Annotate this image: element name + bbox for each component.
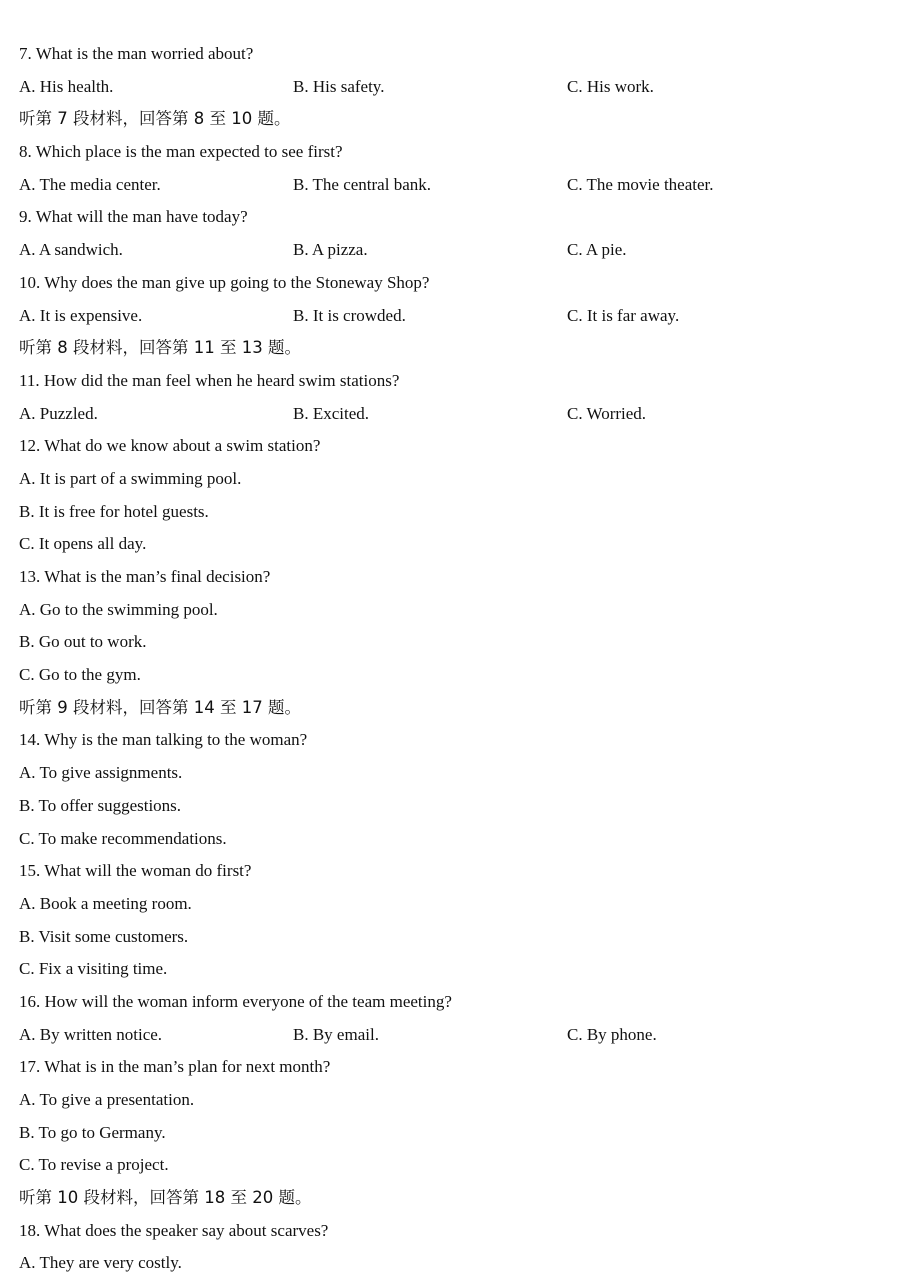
option-13-c: C. Go to the gym. [19,665,141,685]
question-11: 11. How did the man feel when he heard swim stations? [19,370,400,390]
option-7-b: B. His safety. [293,76,385,96]
option-17-c: C. To revise a project. [19,1155,169,1175]
option-13-a: A. Go to the swimming pool. [19,599,218,619]
question-8: 8. Which place is the man expected to see first? [19,142,343,162]
option-14-c: C. To make recommendations. [19,828,227,848]
option-8-a: A. The media center. [19,174,161,194]
option-17-b: B. To go to Germany. [19,1122,166,1142]
question-18: 18. What does the speaker say about scarves? [19,1220,329,1240]
section-heading-7: 听第 7 段材料，回答第 8 至 10 题。 [19,109,291,129]
options-9 [19,234,889,267]
option-7-a: A. His health. [19,76,114,96]
option-8-b: B. The central bank. [293,174,432,194]
question-16: 16. How will the woman inform everyone of the team meeting? [19,991,452,1011]
options-11 [19,398,889,431]
option-9-a: A. A sandwich. [19,240,123,260]
option-13-b: B. Go out to work. [19,632,147,652]
option-14-a: A. To give assignments. [19,763,183,783]
question-14: 14. Why is the man talking to the woman? [19,730,308,750]
option-15-b: B. Visit some customers. [19,926,189,946]
option-16-b: B. By email. [293,1024,379,1044]
question-9: 9. What will the man have today? [19,207,248,227]
options-10 [19,300,889,333]
option-12-c: C. It opens all day. [19,534,147,554]
option-11-c: C. Worried. [567,403,647,423]
option-18-a: A. They are very costly. [19,1253,182,1273]
option-10-a: A. It is expensive. [19,305,143,325]
question-13: 13. What is the man’s final decision? [19,567,271,586]
option-12-b: B. It is free for hotel guests. [19,501,209,521]
option-11-a: A. Puzzled. [19,403,98,423]
options-7 [19,71,889,104]
question-7: 7. What is the man worried about? [19,44,254,63]
options-16 [19,1019,889,1052]
option-15-c: C. Fix a visiting time. [19,959,168,979]
option-9-b: B. A pizza. [293,240,368,260]
section-heading-10: 听第 10 段材料，回答第 18 至 20 题。 [19,1188,312,1208]
option-16-a: A. By written notice. [19,1024,163,1044]
option-14-b: B. To offer suggestions. [19,795,182,815]
exam-page [19,38,889,1280]
option-7-c: C. His work. [567,76,654,96]
section-heading-9: 听第 9 段材料，回答第 14 至 17 题。 [19,697,301,717]
option-9-c: C. A pie. [567,240,627,260]
question-10: 10. Why does the man give up going to the Stoneway Shop? [19,272,430,292]
question-12: 12. What do we know about a swim station? [19,436,321,456]
question-15: 15. What will the woman do first? [19,861,252,881]
option-16-c: C. By phone. [567,1024,657,1044]
option-11-b: B. Excited. [293,403,370,423]
section-heading-8: 听第 8 段材料，回答第 11 至 13 题。 [19,338,301,358]
option-8-c: C. The movie theater. [567,174,714,194]
option-17-a: A. To give a presentation. [19,1090,195,1109]
option-15-a: A. Book a meeting room. [19,893,192,913]
option-10-c: C. It is far away. [567,305,680,325]
option-10-b: B. It is crowded. [293,305,406,325]
options-8 [19,169,889,202]
question-17: 17. What is in the man’s plan for next month? [19,1057,331,1077]
option-12-a: A. It is part of a swimming pool. [19,468,242,488]
